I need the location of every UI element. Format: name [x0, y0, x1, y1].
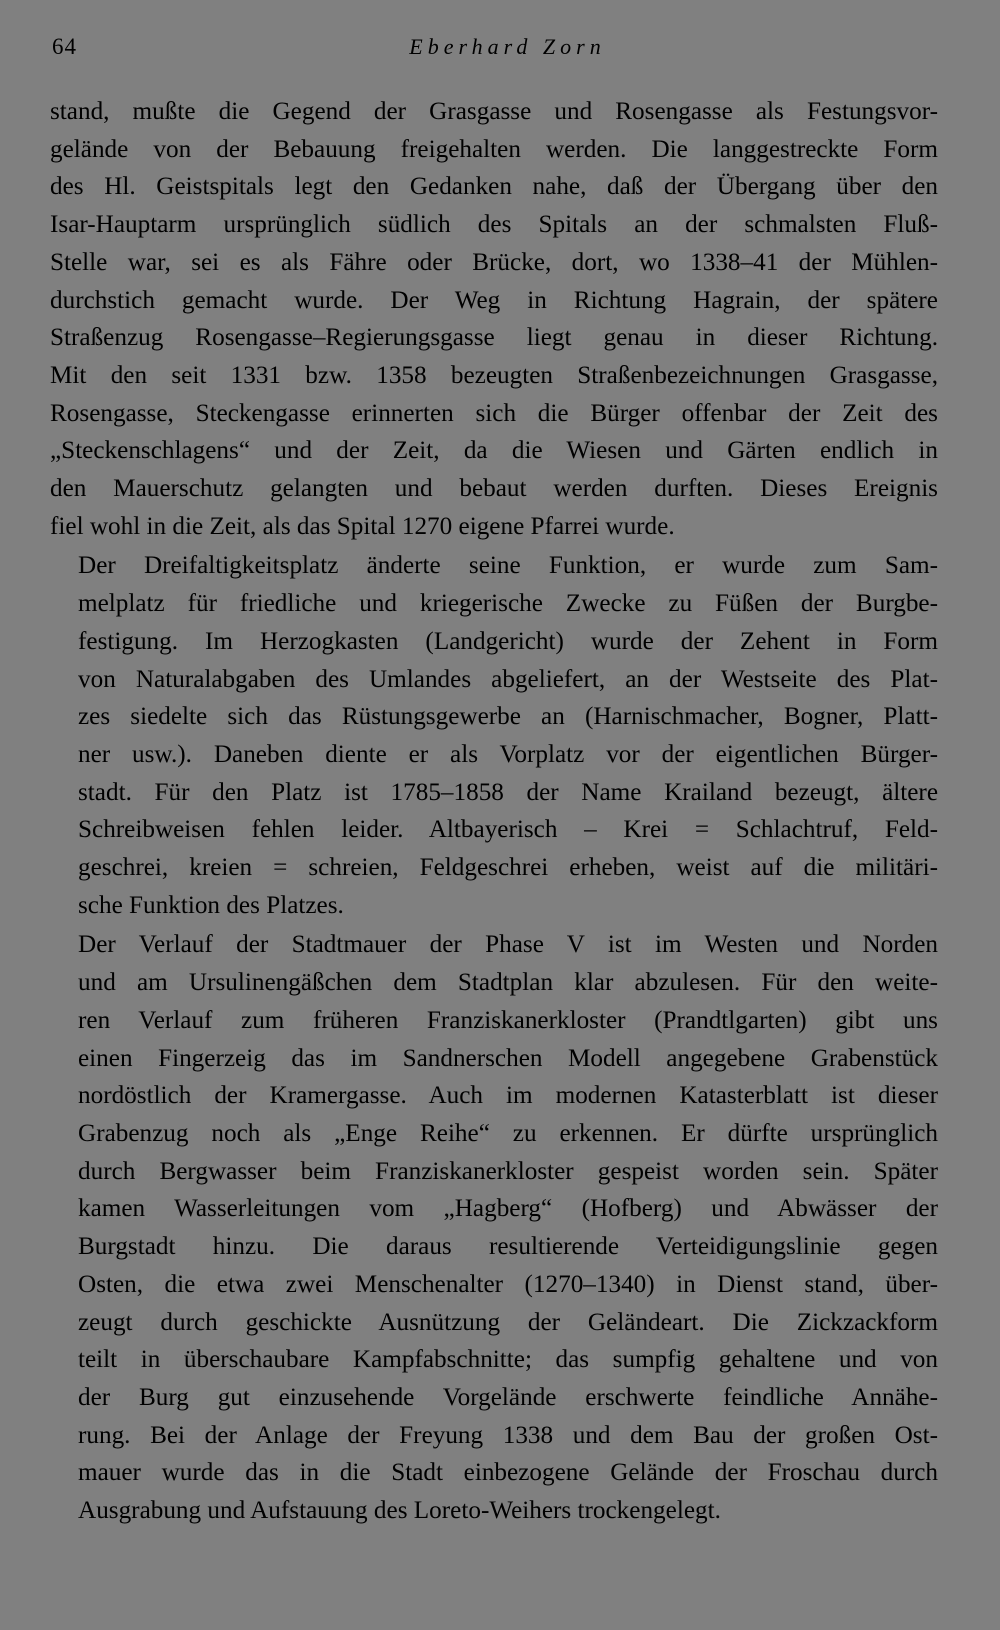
text-line: melplatz für friedliche und kriegerische Zwecke zu Füßen der Burgbe- [78, 590, 938, 618]
text-line: Der Dreifaltigkeitsplatz änderte seine Funktion, er wurde zum Sam- [78, 552, 938, 580]
text-line: zes siedelte sich das Rüstungsgewerbe an (Harnischmacher, Bogner, Platt- [78, 703, 938, 731]
text-line: Schreibweisen fehlen leider. Altbayerisch – Krei = Schlachtruf, Feld- [78, 816, 938, 844]
text-line: der Burg gut einzusehende Vorgelände erschwerte feindliche Annähe- [78, 1383, 938, 1411]
text-line: Grabenzug noch als „Enge Reihe“ zu erkennen. Er dürfte ursprünglich [78, 1119, 938, 1147]
text-line: fiel wohl in die Zeit, als das Spital 1270 eigene Pfarrei wurde. [50, 512, 675, 540]
text-line: Der Verlauf der Stadtmauer der Phase V ist im Westen und Norden [78, 931, 938, 959]
text-line: mauer wurde das in die Stadt einbezogene Gelände der Froschau durch [78, 1459, 938, 1487]
paragraph [50, 547, 938, 924]
text-line: gelände von der Bebauung freigehalten werden. Die langgestreckte Form [50, 135, 938, 163]
text-line: einen Fingerzeig das im Sandnerschen Modell angegebene Grabenstück [78, 1044, 938, 1072]
text-line: zeugt durch geschickte Ausnützung der Geländeart. Die Zickzackform [78, 1308, 938, 1336]
text-line: Burgstadt hinzu. Die daraus resultierende Verteidigungslinie gegen [78, 1233, 938, 1261]
text-line: Stelle war, sei es als Fähre oder Brücke, dort, wo 1338–41 der Mühlen- [50, 248, 938, 276]
text-line: geschrei, kreien = schreien, Feldgeschrei erheben, weist auf die militäri- [78, 854, 938, 882]
text-line: rung. Bei der Anlage der Freyung 1338 und dem Bau der großen Ost- [78, 1421, 938, 1449]
text-line: Ausgrabung und Aufstauung des Loreto-Weihers trockengelegt. [78, 1497, 721, 1525]
text-line: durch Bergwasser beim Franziskanerkloster gespeist worden sein. Später [78, 1157, 938, 1185]
text-line: kamen Wasserleitungen vom „Hagberg“ (Hofberg) und Abwässer der [78, 1195, 938, 1223]
text-line: stand, mußte die Gegend der Grasgasse und Rosengasse als Festungsvor- [50, 98, 938, 125]
text-line: den Mauerschutz gelangten und bebaut werden durften. Dieses Ereignis [50, 475, 938, 503]
text-line: stadt. Für den Platz ist 1785–1858 der Name Krailand bezeugt, ältere [78, 778, 938, 806]
text-line: sche Funktion des Platzes. [78, 891, 344, 919]
page-number: 64 [52, 34, 77, 59]
text-line: von Naturalabgaben des Umlandes abgeliefert, an der Westseite des Plat- [78, 665, 938, 693]
running-head: Eberhard Zorn [409, 34, 606, 59]
text-line: Osten, die etwa zwei Menschenalter (1270–1340) in Dienst stand, über- [78, 1270, 938, 1298]
text-line: teilt in überschaubare Kampfabschnitte; das sumpfig gehaltene und von [78, 1346, 938, 1374]
text-line: des Hl. Geistspitals legt den Gedanken nahe, daß der Übergang über den [50, 173, 938, 201]
text-line: Rosengasse, Steckengasse erinnerten sich die Bürger offenbar der Zeit des [50, 399, 938, 427]
page-header [47, 34, 938, 68]
text-line: „Steckenschlagens“ und der Zeit, da die Wiesen und Gärten endlich in [50, 437, 938, 465]
text-line: Mit den seit 1331 bzw. 1358 bezeugten Straßenbezeichnungen Grasgasse, [50, 361, 938, 389]
text-line: ren Verlauf zum früheren Franziskanerkloster (Prandtlgarten) gibt uns [78, 1006, 938, 1034]
text-line: Straßenzug Rosengasse–Regierungsgasse liegt genau in dieser Richtung. [50, 324, 938, 352]
text-line: nordöstlich der Kramergasse. Auch im modernen Katasterblatt ist dieser [78, 1082, 938, 1110]
text-line: ner usw.). Daneben diente er als Vorplatz vor der eigentlichen Bürger- [78, 740, 938, 768]
text-line: Isar-Hauptarm ursprünglich südlich des Spitals an der schmalsten Fluß- [50, 211, 938, 239]
text-line: durchstich gemacht wurde. Der Weg in Richtung Hagrain, der spätere [50, 286, 938, 314]
body-text [50, 93, 938, 1530]
paragraph [50, 93, 938, 545]
text-line: festigung. Im Herzogkasten (Landgericht) wurde der Zehent in Form [78, 627, 938, 655]
text-line: und am Ursulinengäßchen dem Stadtplan klar abzulesen. Für den weite- [78, 969, 938, 997]
paragraph [50, 926, 938, 1529]
